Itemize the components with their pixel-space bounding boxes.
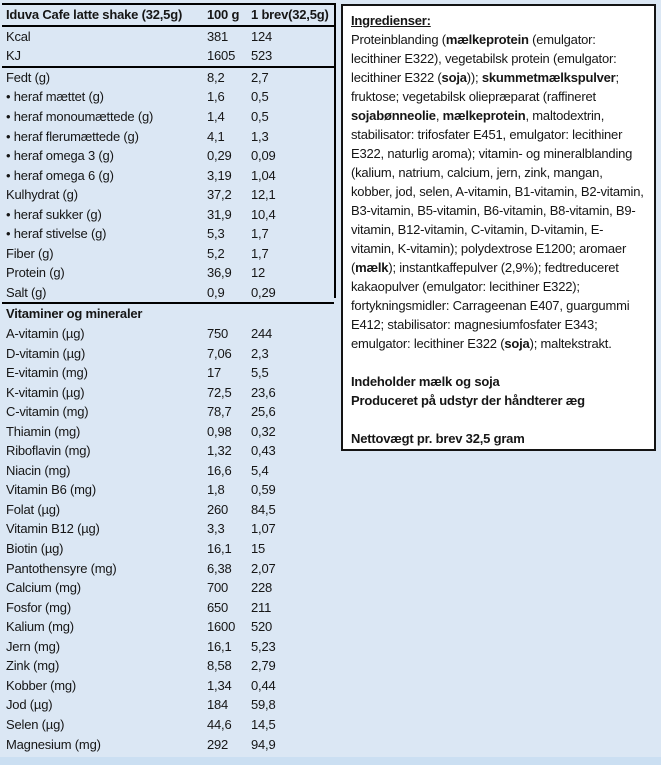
- value-per-100g: 5,2: [207, 245, 225, 261]
- value-per-100g: 7,06: [207, 345, 232, 361]
- value-per-brev: 5,4: [251, 462, 269, 478]
- ingredient-text-segment: ));: [466, 70, 482, 85]
- value-per-100g: 0,9: [207, 284, 225, 300]
- value-per-100g: 16,1: [207, 638, 232, 654]
- section-title: Vitaminer og mineraler: [6, 306, 143, 322]
- value-per-brev: 0,44: [251, 677, 276, 693]
- ingredient-text-segment: ,: [435, 108, 443, 123]
- value-per-100g: 0,29: [207, 148, 232, 164]
- table-row: [2, 324, 334, 344]
- value-per-100g: 31,9: [207, 206, 232, 222]
- ingredient-emphasized: mælk: [355, 260, 389, 275]
- value-per-100g: 1605: [207, 48, 236, 64]
- row-label: Zink (mg): [6, 658, 60, 674]
- spacer: [351, 410, 646, 429]
- row-label: Protein (g): [6, 265, 65, 281]
- ingredients-title: Ingredienser:: [351, 13, 431, 28]
- ingredient-text-segment: ); instantkaffepulver (2,9%); fedtreduceret kakaopulver (emulgator: lecithiner E322); fortykningsmidler: Carrageenan E407, guargummi E412; stabilisator: magnesiumfosfater E343; emulgator: lecithiner E322 (: [351, 260, 630, 351]
- table-row: [2, 637, 334, 657]
- row-label: A-vitamin (µg): [6, 326, 85, 342]
- row-label: Kcal: [6, 28, 31, 44]
- value-per-100g: 8,58: [207, 658, 232, 674]
- value-per-brev: 1,7: [251, 226, 269, 242]
- value-per-brev: 211: [251, 599, 272, 615]
- value-per-brev: 2,7: [251, 69, 269, 85]
- table-row: [2, 441, 334, 461]
- row-label: Riboflavin (mg): [6, 443, 91, 459]
- value-per-brev: 12: [251, 265, 266, 281]
- row-label: • heraf omega 6 (g): [6, 167, 114, 183]
- row-label: Vitamin B6 (mg): [6, 482, 96, 498]
- table-section-vitamins-minerals: [2, 302, 334, 765]
- value-per-brev: 0,5: [251, 89, 269, 105]
- value-per-100g: 700: [207, 580, 229, 596]
- value-per-brev: 94,9: [251, 736, 276, 752]
- value-per-brev: 5,23: [251, 638, 276, 654]
- value-per-brev: 1,7: [251, 245, 269, 261]
- value-per-brev: 5,5: [251, 365, 269, 381]
- value-per-100g: 8,2: [207, 69, 225, 85]
- row-label: Jern (mg): [6, 638, 60, 654]
- row-label: Fosfor (mg): [6, 599, 71, 615]
- table-row: [2, 656, 334, 676]
- spacer: [351, 353, 646, 372]
- value-per-brev: 2,07: [251, 560, 276, 576]
- value-per-brev: 0,5: [251, 109, 269, 124]
- value-per-brev: 0,32: [251, 423, 276, 439]
- column-header-brev: 1 brev(32,5g): [251, 7, 329, 23]
- row-label: D-vitamin (µg): [6, 345, 86, 361]
- value-per-100g: 5,3: [207, 226, 225, 242]
- table-row: [2, 165, 334, 185]
- product-title: Iduva Cafe latte shake (32,5g): [6, 7, 183, 23]
- table-row: [2, 46, 334, 66]
- row-label: Pantothensyre (mg): [6, 560, 117, 576]
- value-per-100g: 292: [207, 736, 229, 752]
- table-row: [2, 421, 334, 441]
- ingredients-box: [341, 4, 656, 451]
- ingredient-text-segment: (emulgator: lecithiner E322), vegetabilsk protein (emulgator: lecithiner E322 (: [351, 32, 617, 85]
- ingredient-text-segment: ); maltekstrakt.: [529, 336, 612, 351]
- value-per-brev: 1,04: [251, 167, 276, 183]
- ingredient-emphasized: sojabønneolie: [351, 108, 436, 123]
- value-per-100g: 0,98: [207, 423, 232, 439]
- row-label: KJ: [6, 48, 21, 64]
- row-label: Jod (µg): [6, 697, 53, 713]
- value-per-100g: 1600: [207, 619, 236, 635]
- net-weight-line: Nettovægt pr. brev 32,5 gram: [351, 431, 525, 446]
- row-label: K-vitamin (µg): [6, 384, 85, 400]
- table-row: [2, 480, 334, 500]
- value-per-100g: 1,4: [207, 109, 225, 124]
- row-label: Vitamin B12 (µg): [6, 521, 100, 537]
- value-per-100g: 16,1: [207, 541, 232, 557]
- value-per-100g: 260: [207, 501, 229, 517]
- value-per-brev: 0,59: [251, 482, 276, 498]
- table-row: [2, 676, 334, 696]
- allergen-line: Indeholder mælk og soja: [351, 374, 500, 389]
- row-label: Folat (µg): [6, 501, 60, 517]
- nutrition-table-body: [2, 27, 334, 765]
- ingredient-emphasized: soja: [504, 336, 530, 351]
- table-row: [2, 185, 334, 205]
- value-per-brev: 0,09: [251, 148, 276, 164]
- value-per-brev: 0,43: [251, 443, 276, 459]
- row-label: • heraf monoumættede (g): [6, 109, 154, 124]
- value-per-brev: 0,29: [251, 284, 276, 300]
- value-per-brev: 14,5: [251, 716, 276, 732]
- table-row: [2, 578, 334, 598]
- table-row: [2, 519, 334, 539]
- row-label: Niacin (mg): [6, 462, 71, 478]
- table-row: [2, 539, 334, 559]
- value-per-brev: 2,3: [251, 345, 269, 361]
- row-label: • heraf flerumættede (g): [6, 128, 139, 144]
- column-header-100g: 100 g: [207, 7, 240, 23]
- value-per-brev: 244: [251, 326, 273, 342]
- table-row: [2, 382, 334, 402]
- row-label: • heraf sukker (g): [6, 206, 102, 222]
- table-row: [2, 617, 334, 637]
- value-per-100g: 381: [207, 28, 229, 44]
- row-label: Thiamin (mg): [6, 423, 81, 439]
- table-row: [2, 244, 334, 264]
- table-row: [2, 500, 334, 520]
- row-label: Magnesium (mg): [6, 736, 101, 752]
- row-label: E-vitamin (mg): [6, 365, 88, 381]
- table-row: [2, 363, 334, 383]
- value-per-100g: 184: [207, 697, 229, 713]
- table-row: [2, 224, 334, 244]
- value-per-brev: 520: [251, 619, 273, 635]
- row-label: Kobber (mg): [6, 677, 77, 693]
- row-label: • heraf omega 3 (g): [6, 148, 114, 164]
- value-per-brev: 228: [251, 580, 273, 596]
- row-label: • heraf mættet (g): [6, 89, 104, 105]
- table-section-macronutrients: [2, 66, 334, 303]
- value-per-100g: 17: [207, 365, 222, 381]
- table-row: [2, 715, 334, 735]
- ingredient-emphasized: skummetmælkspulver: [481, 70, 616, 85]
- table-header-row: [2, 5, 334, 27]
- row-label: C-vitamin (mg): [6, 404, 89, 420]
- table-section-energy: [2, 27, 334, 66]
- table-row: [2, 146, 334, 166]
- value-per-100g: 36,9: [207, 265, 232, 281]
- value-per-brev: 15: [251, 541, 266, 557]
- value-per-100g: 1,34: [207, 677, 232, 693]
- table-row: [2, 402, 334, 422]
- value-per-100g: 16,6: [207, 462, 232, 478]
- row-label: • heraf stivelse (g): [6, 226, 107, 242]
- ingredient-text-segment: Proteinblanding (: [351, 32, 446, 47]
- ingredient-text-segment: , maltodextrin, stabilisator: trifosfater E451, emulgator: lecithiner E322, naturlig aroma); vitamin- og mineralblanding (kalium, natrium, calcium, jern, zink, mangan, kobber, jod, selen, A-vitamin, B1-vitamin, B2-vitamin, B3-vitamin, B5-vitamin, B6-vitamin, B8-vitamin, B9-vitamin, B12-vitamin, C-vitamin, D-vitamin, E-vitamin, K-vitamin); polydextrose E1200; aromaer (: [351, 108, 644, 275]
- value-per-brev: 12,1: [251, 187, 276, 203]
- table-row: [2, 597, 334, 617]
- bottom-strip: [0, 757, 661, 765]
- table-row: [2, 68, 334, 88]
- allergen-lines: [351, 372, 646, 410]
- value-per-brev: 523: [251, 48, 273, 64]
- ingredients-text: [351, 30, 646, 353]
- value-per-100g: 6,38: [207, 560, 232, 576]
- row-label: Biotin (µg): [6, 541, 64, 557]
- nutrition-table: [2, 3, 334, 765]
- ingredient-emphasized: mælkeprotein: [442, 108, 526, 123]
- value-per-brev: 1,3: [251, 128, 269, 144]
- table-right-border: [334, 3, 336, 298]
- table-row: [2, 283, 334, 303]
- ingredient-emphasized: mælkeprotein: [445, 32, 529, 47]
- value-per-brev: 59,8: [251, 697, 276, 713]
- value-per-100g: 4,1: [207, 128, 225, 144]
- value-per-100g: 37,2: [207, 187, 232, 203]
- value-per-100g: 650: [207, 599, 229, 615]
- value-per-brev: 25,6: [251, 404, 276, 420]
- table-row: [2, 343, 334, 363]
- value-per-100g: 78,7: [207, 404, 232, 420]
- ingredient-emphasized: soja: [441, 70, 467, 85]
- table-row: [2, 204, 334, 224]
- table-row: [2, 27, 334, 47]
- value-per-brev: 2,79: [251, 658, 276, 674]
- row-label: Selen (µg): [6, 716, 65, 732]
- row-label: Salt (g): [6, 284, 47, 300]
- value-per-100g: 1,6: [207, 89, 225, 105]
- allergen-line: Produceret på udstyr der håndterer æg: [351, 393, 585, 408]
- table-row: [2, 734, 334, 754]
- table-row: [2, 126, 334, 146]
- ingredient-text-segment: ; fruktose; vegetabilsk oliepræparat (raffineret: [351, 70, 619, 104]
- row-label: Kalium (mg): [6, 619, 74, 635]
- value-per-100g: 72,5: [207, 384, 232, 400]
- value-per-brev: 23,6: [251, 384, 276, 400]
- value-per-brev: 124: [251, 28, 273, 44]
- value-per-100g: 44,6: [207, 716, 232, 732]
- value-per-100g: 750: [207, 326, 229, 342]
- table-row: [2, 87, 334, 107]
- value-per-100g: 1,8: [207, 482, 225, 498]
- value-per-100g: 3,3: [207, 521, 225, 537]
- row-label: Fedt (g): [6, 69, 50, 85]
- value-per-100g: 3,19: [207, 167, 232, 183]
- value-per-brev: 84,5: [251, 501, 276, 517]
- value-per-brev: 10,4: [251, 206, 276, 222]
- table-row: [2, 263, 334, 283]
- row-label: Kulhydrat (g): [6, 187, 78, 203]
- table-row: [2, 461, 334, 481]
- table-row: [2, 107, 334, 127]
- value-per-100g: 1,32: [207, 443, 232, 459]
- row-label: Fiber (g): [6, 245, 54, 261]
- table-row: [2, 695, 334, 715]
- value-per-brev: 1,07: [251, 521, 276, 537]
- row-label: Calcium (mg): [6, 580, 81, 596]
- table-row: [2, 558, 334, 578]
